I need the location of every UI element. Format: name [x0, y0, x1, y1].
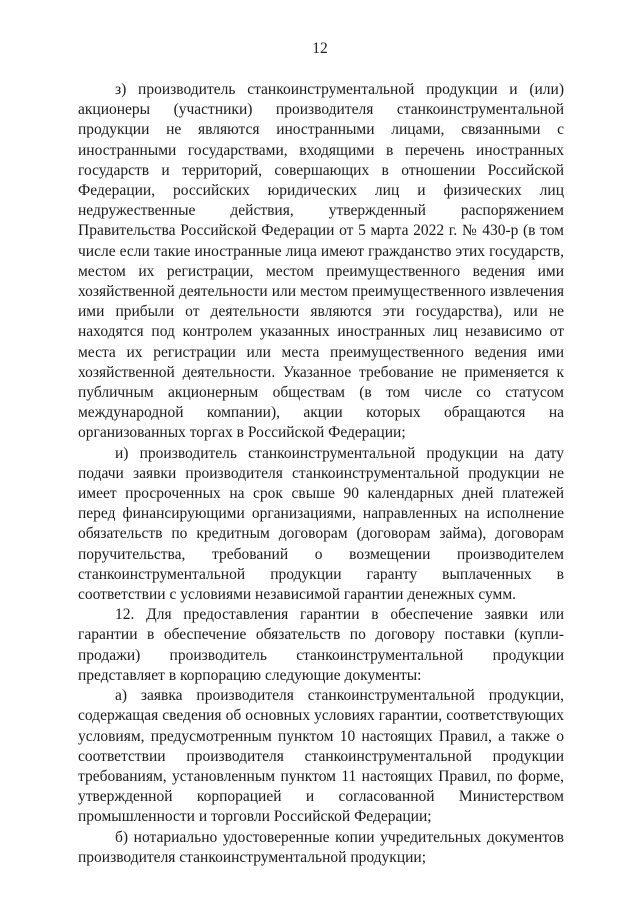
paragraph-z: з) производитель станкоинструментальной продукции и (или) акционеры (участники) производителя станкоинструментальной продукции не являются иностранными лицами, связанными с иностранными государствами, входящими в перечень иностранных государств и территорий, совершающих в отношении Российской Федерации, российских юридических лиц и физических лиц недружественные действия, утвержденный распоряжением Правительства Российской Федерации от 5 марта 2022 г. № 430-р (в том числе если такие иностранные лица имеют гражданство этих государств, местом их регистрации, местом преимущественного ведения ими хозяйственной деятельности или местом преимущественного извлечения ими прибыли от деятельности являются эти государства), или не находятся под контролем указанных иностранных лиц независимо от места их регистрации или места преимущественного ведения ими хозяйственной деятельности. Указанное требование не применяется к публичным акционерным обществам (в том числе со статусом международной компании), акции которых обращаются на организованных торгах в Российской Федерации;: [78, 81, 564, 442]
document-body: [78, 80, 564, 868]
paragraph-a: а) заявка производителя станкоинструментальной продукции, содержащая сведения об основных условиях гарантии, соответствующих условиям, предусмотренным пунктом 10 настоящих Правил, а также о соответствии производителя станкоинструментальной продукции требованиям, установленным пунктом 11 настоящих Правил, по форме, утвержденной корпорацией и согласованной Министерством промышленности и торговли Российской Федерации;: [78, 687, 564, 826]
paragraph-b: б) нотариально удостоверенные копии учредительных документов производителя станкоинструментальной продукции;: [78, 828, 564, 866]
paragraph-12: 12. Для предоставления гарантии в обеспечение заявки или гарантии в обеспечение обязательств по договору поставки (купли-продажи) производитель станкоинструментальной продукции представляет в корпорацию следующие документы:: [78, 606, 564, 684]
page-number: 12: [312, 40, 328, 57]
paragraph-i: и) производитель станкоинструментальной продукции на дату подачи заявки производителя станкоинструментальной продукции не имеет просроченных на срок свыше 90 календарных дней платежей перед финансирующими организациями, направленных на исполнение обязательств по кредитным договорам (договорам займа), договорам поручительства, требований о возмещении производителем станкоинструментальной продукции гаранту выплаченных в соответствии с условиями независимой гарантии денежных сумм.: [78, 444, 564, 604]
